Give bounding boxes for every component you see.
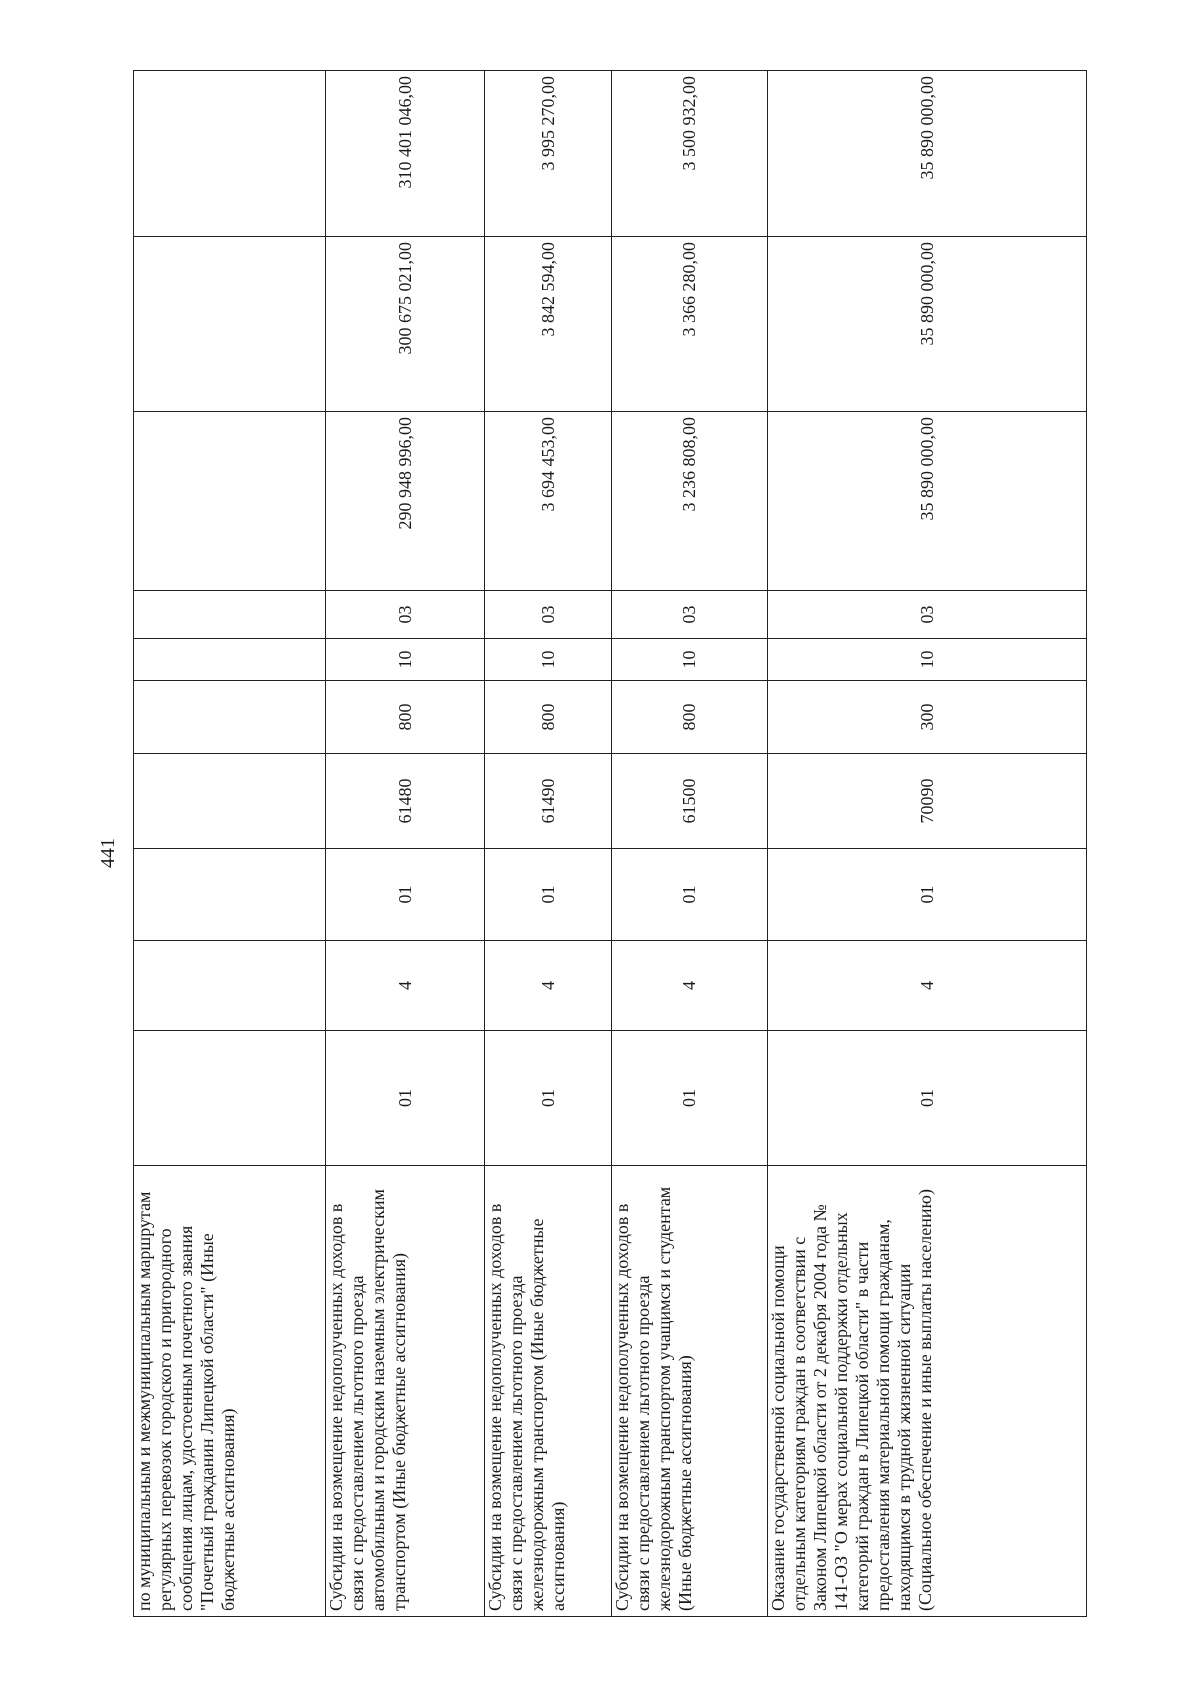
expense-type-code	[134, 681, 326, 754]
amount-year-2: 3 842 594,00	[485, 237, 612, 412]
direction-code	[134, 754, 326, 849]
amount-year-1	[134, 412, 326, 591]
table-row	[485, 71, 612, 1617]
program-code: 01	[612, 1031, 768, 1166]
amount-year-1: 3 694 453,00	[485, 412, 612, 591]
subsection-code: 03	[768, 591, 1087, 639]
amount-year-3	[134, 71, 326, 237]
program-code	[134, 1031, 326, 1166]
section-code: 10	[326, 639, 485, 681]
row-description: Субсидии на возмещение недополученных доходов в связи с предоставлением льготного проезда автомобильным и городским наземным электрическим транспортом (Иные бюджетные ассигнования)	[326, 1166, 485, 1617]
amount-year-3: 3 995 270,00	[485, 71, 612, 237]
subprogram-code: 4	[485, 941, 612, 1031]
amount-year-3: 35 890 000,00	[768, 71, 1087, 237]
table-row	[134, 71, 326, 1617]
section-code: 10	[485, 639, 612, 681]
budget-table-container	[133, 71, 1086, 1617]
amount-year-1: 35 890 000,00	[768, 412, 1087, 591]
direction-code: 61500	[612, 754, 768, 849]
subprogram-code: 4	[612, 941, 768, 1031]
program-code: 01	[768, 1031, 1087, 1166]
main-event-code: 01	[768, 849, 1087, 941]
amount-year-2	[134, 237, 326, 412]
amount-year-1: 290 948 996,00	[326, 412, 485, 591]
direction-code: 70090	[768, 754, 1087, 849]
table-row	[612, 71, 768, 1617]
page-number: 441	[97, 838, 119, 868]
section-code: 10	[768, 639, 1087, 681]
main-event-code: 01	[612, 849, 768, 941]
row-description: Оказание государственной социальной помощи отдельным категориям граждан в соответствии с Законом Липецкой области от 2 декабря 2004 года № 141-ОЗ "О мерах социальной поддержки отдельных категорий граждан в Липецкой области" в части предоставления материальной помощи гражданам, находящимся в трудной жизненной ситуации (Социальное обеспечение и иные выплаты населению)	[768, 1166, 1087, 1617]
program-code: 01	[485, 1031, 612, 1166]
row-description: по муниципальным и межмуниципальным маршрутам регулярных перевозок городского и пригородного сообщения лицам, удостоенным почетного звания "Почетный гражданин Липецкой области" (Иные бюджетные ассигнования)	[134, 1166, 326, 1617]
main-event-code: 01	[326, 849, 485, 941]
row-description: Субсидии на возмещение недополученных доходов в связи с предоставлением льготного проезда железнодорожным транспортом (Иные бюджетные ассигнования)	[485, 1166, 612, 1617]
subprogram-code: 4	[768, 941, 1087, 1031]
main-event-code: 01	[485, 849, 612, 941]
budget-table	[133, 70, 1087, 1617]
amount-year-2: 3 366 280,00	[612, 237, 768, 412]
expense-type-code: 300	[768, 681, 1087, 754]
program-code: 01	[326, 1031, 485, 1166]
section-code: 10	[612, 639, 768, 681]
subprogram-code	[134, 941, 326, 1031]
direction-code: 61490	[485, 754, 612, 849]
expense-type-code: 800	[326, 681, 485, 754]
expense-type-code: 800	[485, 681, 612, 754]
expense-type-code: 800	[612, 681, 768, 754]
main-event-code	[134, 849, 326, 941]
direction-code: 61480	[326, 754, 485, 849]
table-row	[326, 71, 485, 1617]
section-code	[134, 639, 326, 681]
table-row	[768, 71, 1087, 1617]
subsection-code	[134, 591, 326, 639]
amount-year-2: 35 890 000,00	[768, 237, 1087, 412]
subprogram-code: 4	[326, 941, 485, 1031]
amount-year-2: 300 675 021,00	[326, 237, 485, 412]
subsection-code: 03	[326, 591, 485, 639]
amount-year-3: 3 500 932,00	[612, 71, 768, 237]
subsection-code: 03	[612, 591, 768, 639]
amount-year-1: 3 236 808,00	[612, 412, 768, 591]
row-description: Субсидии на возмещение недополученных доходов в связи с предоставлением льготного проезда железнодорожным транспортом учащимся и студентам (Иные бюджетные ассигнования)	[612, 1166, 768, 1617]
subsection-code: 03	[485, 591, 612, 639]
amount-year-3: 310 401 046,00	[326, 71, 485, 237]
